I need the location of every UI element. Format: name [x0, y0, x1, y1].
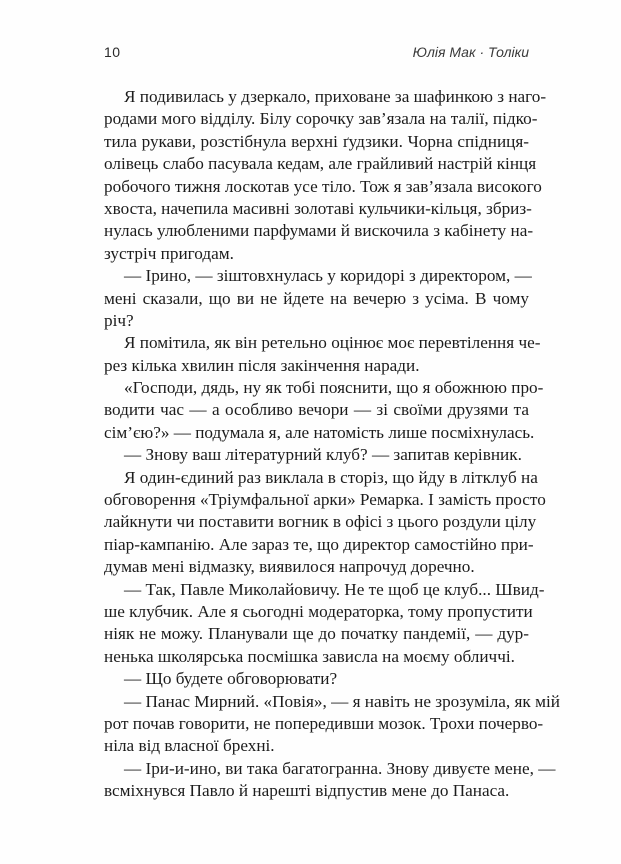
text-line: — Ірино, — зіштовхнулась у коридорі з директором, — [124, 266, 532, 286]
running-head: Юлія Мак · Толіки [412, 44, 529, 60]
text-line: нулась улюбленими парфумами й вискочила з кабінету на- [104, 221, 534, 241]
text-line: піар-кампанію. Але зараз те, що директор самостійно при- [104, 534, 534, 554]
text-line: — Так, Павле Миколайовичу. Не те щоб це клуб... Швид- [124, 579, 545, 599]
text-line: Я один-єдиний раз виклала в сторіз, що йду в літклуб на [124, 467, 538, 487]
text-line: — Знову ваш літературний клуб? — запитав керівник. [124, 445, 522, 465]
text-line: обговорення «Тріумфальної арки» Ремарка. І замість просто [104, 490, 546, 510]
text-line: ше клубчик. Але я сьогодні модераторка, тому пропустити [104, 601, 533, 621]
text-line: ніла від власної брехні. [104, 736, 275, 756]
text-line: мені сказали, що ви не йдете на вечерю з усіма. В чому [104, 288, 529, 308]
text-line: водити час — а особливо вечори — зі своїми друзями та [104, 400, 529, 420]
page-number: 10 [104, 44, 121, 60]
text-line: ніяк не можу. Планували ще до початку пандемії, — дур- [104, 624, 529, 644]
text-line: — Панас Мирний. «Повія», — я навіть не зрозуміла, як мій [124, 691, 560, 711]
text-line: олівець слабо пасувала кедам, але грайливий настрій кінця [104, 154, 537, 174]
text-line: — Іри-и-ино, ви така багатогранна. Знову дивуєте мене, — [124, 758, 556, 778]
text-line: всміхнувся Павло й нарешті відпустив мене до Панаса. [104, 781, 510, 801]
text-line: думав мені відмазку, виявилося напрочуд доречно. [104, 557, 475, 577]
text-line: родами мого відділу. Білу сорочку зав’язала на талії, підко- [104, 109, 538, 129]
text-line: лайкнути чи поставити вогник в офісі з цього роздули цілу [104, 512, 537, 532]
text-line: рез кілька хвилин після закінчення наради. [104, 355, 420, 375]
text-line: — Що будете обговорювати? [124, 669, 338, 689]
text-line: сім’єю?» — подумала я, але натомість лише посміхнулась. [104, 422, 535, 442]
text-line: зустріч пригодам. [104, 243, 234, 263]
text-line: тила рукави, розстібнула верхні ґудзики. Чорна спідниця- [104, 131, 529, 151]
text-line: рот почав говорити, не попередивши мозок. Трохи почерво- [104, 713, 544, 733]
text-line: річ? [104, 310, 134, 330]
text-line: робочого тижня лоскотав усе тіло. Тож я зав’язала високого [104, 176, 542, 196]
body-text [104, 86, 560, 803]
text-line: Я подивилась у дзеркало, приховане за шафинкою з наго- [124, 87, 547, 106]
text-line: «Господи, дядь, ну як тобі пояснити, що я обожнюю про- [124, 378, 544, 398]
page-header [104, 44, 529, 64]
text-line: ненька школярська посмішка зависла на моєму обличчі. [104, 646, 515, 666]
text-line: Я помітила, як він ретельно оцінює моє перевтілення че- [124, 333, 541, 353]
text-line: хвоста, начепила масивні золотаві кульчики-кільця, збриз- [104, 198, 532, 218]
